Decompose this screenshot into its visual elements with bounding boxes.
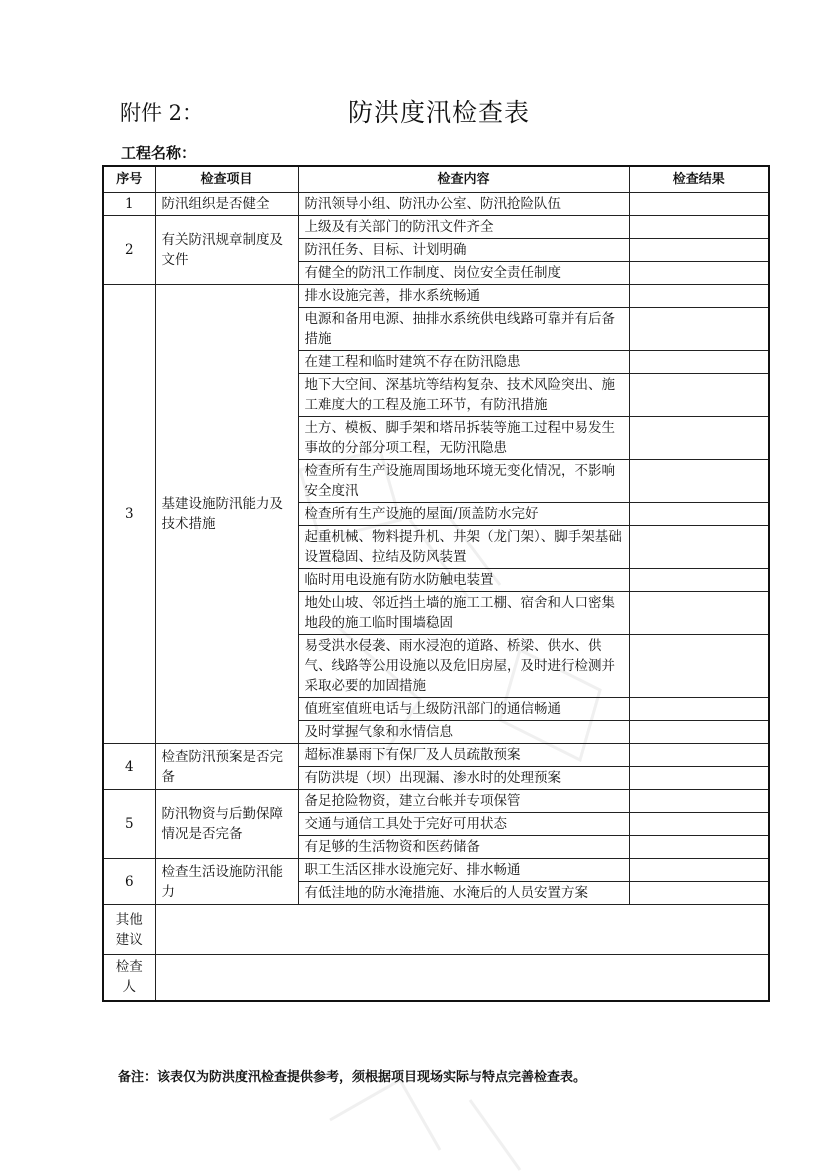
check-content: 土方、模板、脚手架和塔吊拆装等施工过程中易发生事故的分部分项工程，无防汛隐患 — [298, 417, 629, 460]
column-header-result: 检查结果 — [629, 166, 769, 193]
check-content: 上级及有关部门的防汛文件齐全 — [298, 216, 629, 239]
check-result-cell[interactable] — [629, 262, 769, 285]
check-result-cell[interactable] — [629, 526, 769, 569]
check-content: 职工生活区排水设施完好、排水畅通 — [298, 859, 629, 882]
check-result-cell[interactable] — [629, 503, 769, 526]
check-result-cell[interactable] — [629, 698, 769, 721]
check-content: 交通与通信工具处于完好可用状态 — [298, 813, 629, 836]
check-content: 起重机械、物料提升机、井架（龙门架）、脚手架基础设置稳固、拉结及防风装置 — [298, 526, 629, 569]
row-number: 5 — [103, 790, 155, 859]
check-result-cell[interactable] — [629, 744, 769, 767]
table-row — [103, 744, 769, 767]
check-result-cell[interactable] — [629, 193, 769, 216]
check-result-cell[interactable] — [629, 239, 769, 262]
check-item: 有关防汛规章制度及文件 — [155, 216, 298, 285]
check-content: 备足抢险物资，建立台帐并专项保管 — [298, 790, 629, 813]
check-content: 临时用电设施有防水防触电装置 — [298, 569, 629, 592]
page-title: 防洪度汛检查表 — [348, 98, 531, 127]
other-suggestions-row — [103, 905, 769, 955]
check-result-cell[interactable] — [629, 721, 769, 744]
row-number: 6 — [103, 859, 155, 905]
check-result-cell[interactable] — [629, 813, 769, 836]
column-header-content: 检查内容 — [298, 166, 629, 193]
other-suggestions-label: 其他建议 — [103, 905, 155, 955]
column-header-item: 检查项目 — [155, 166, 298, 193]
check-content: 超标准暴雨下有保厂及人员疏散预案 — [298, 744, 629, 767]
check-result-cell[interactable] — [629, 460, 769, 503]
check-content: 检查所有生产设施周围场地环境无变化情况，不影响安全度汛 — [298, 460, 629, 503]
check-content: 防汛领导小组、防汛办公室、防汛抢险队伍 — [298, 193, 629, 216]
check-content: 地下大空间、深基坑等结构复杂、技术风险突出、施工难度大的工程及施工环节，有防汛措施 — [298, 374, 629, 417]
table-row — [103, 193, 769, 216]
check-result-cell[interactable] — [629, 635, 769, 698]
check-content: 有足够的生活物资和医药储备 — [298, 836, 629, 859]
check-item: 基建设施防汛能力及技术措施 — [155, 285, 298, 744]
check-result-cell[interactable] — [629, 767, 769, 790]
check-result-cell[interactable] — [629, 308, 769, 351]
check-result-cell[interactable] — [629, 285, 769, 308]
check-result-cell[interactable] — [629, 790, 769, 813]
row-number: 1 — [103, 193, 155, 216]
check-content: 有低洼地的防水淹措施、水淹后的人员安置方案 — [298, 882, 629, 905]
check-result-cell[interactable] — [629, 417, 769, 460]
check-result-cell[interactable] — [629, 569, 769, 592]
check-content: 排水设施完善，排水系统畅通 — [298, 285, 629, 308]
table-header-row — [103, 166, 769, 193]
row-number: 2 — [103, 216, 155, 285]
row-number: 4 — [103, 744, 155, 790]
check-result-cell[interactable] — [629, 859, 769, 882]
check-content: 易受洪水侵袭、雨水浸泡的道路、桥梁、供水、供气、线路等公用设施以及危旧房屋，及时进行检测并采取必要的加固措施 — [298, 635, 629, 698]
check-result-cell[interactable] — [629, 882, 769, 905]
check-content: 在建工程和临时建筑不存在防汛隐患 — [298, 351, 629, 374]
inspection-table — [102, 165, 770, 1002]
check-content: 地处山坡、邻近挡土墙的施工工棚、宿舍和人口密集地段的施工临时围墙稳固 — [298, 592, 629, 635]
table-row — [103, 859, 769, 882]
check-result-cell[interactable] — [629, 836, 769, 859]
column-header-number: 序号 — [103, 166, 155, 193]
check-item: 检查生活设施防汛能力 — [155, 859, 298, 905]
inspector-label: 检查人 — [103, 955, 155, 1001]
annex-label: 附件 2： — [120, 101, 204, 125]
check-item: 检查防汛预案是否完备 — [155, 744, 298, 790]
check-content: 及时掌握气象和水情信息 — [298, 721, 629, 744]
row-number: 3 — [103, 285, 155, 744]
table-row — [103, 216, 769, 239]
footer-note: 备注：该表仅为防洪度汛检查提供参考，须根据项目现场实际与特点完善检查表。 — [118, 1070, 587, 1085]
check-result-cell[interactable] — [629, 592, 769, 635]
check-content: 值班室值班电话与上级防汛部门的通信畅通 — [298, 698, 629, 721]
inspector-row — [103, 955, 769, 1001]
check-result-cell[interactable] — [629, 216, 769, 239]
inspector-field[interactable] — [155, 955, 769, 1001]
check-content: 防汛任务、目标、计划明确 — [298, 239, 629, 262]
check-result-cell[interactable] — [629, 351, 769, 374]
check-item: 防汛组织是否健全 — [155, 193, 298, 216]
check-content: 有防洪堤（坝）出现漏、渗水时的处理预案 — [298, 767, 629, 790]
project-name-label: 工程名称： — [121, 144, 197, 162]
table-row — [103, 790, 769, 813]
table-row — [103, 285, 769, 308]
check-content: 有健全的防汛工作制度、岗位安全责任制度 — [298, 262, 629, 285]
check-item: 防汛物资与后勤保障情况是否完备 — [155, 790, 298, 859]
check-content: 检查所有生产设施的屋面/顶盖防水完好 — [298, 503, 629, 526]
check-content: 电源和备用电源、抽排水系统供电线路可靠并有后备措施 — [298, 308, 629, 351]
other-suggestions-field[interactable] — [155, 905, 769, 955]
check-result-cell[interactable] — [629, 374, 769, 417]
